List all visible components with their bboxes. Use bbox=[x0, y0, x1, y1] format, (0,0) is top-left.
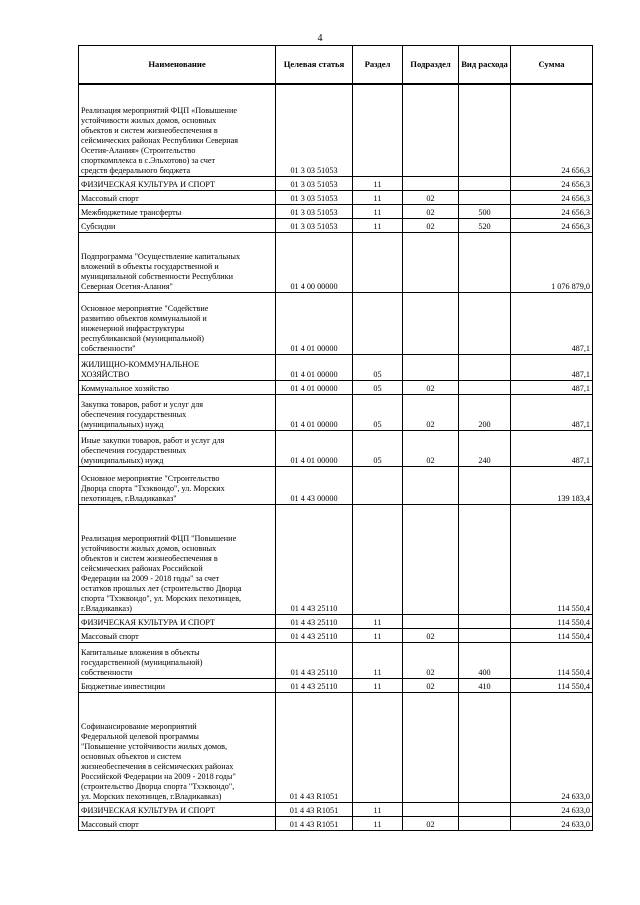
row-target-article: 01 3 03 51053 bbox=[276, 190, 353, 204]
table-row bbox=[79, 430, 593, 466]
row-name: Коммунальное хозяйство bbox=[79, 380, 276, 394]
budget-table bbox=[78, 45, 593, 831]
row-target-article: 01 4 01 00000 bbox=[276, 354, 353, 380]
row-section bbox=[353, 232, 403, 292]
row-subsection: 02 bbox=[403, 394, 459, 430]
row-section: 11 bbox=[353, 642, 403, 678]
row-expense-kind bbox=[459, 232, 511, 292]
row-amount: 24 656,3 bbox=[511, 204, 593, 218]
row-subsection bbox=[403, 292, 459, 354]
page-number: 4 bbox=[317, 33, 323, 44]
table-row bbox=[79, 802, 593, 816]
row-name: Бюджетные инвестиции bbox=[79, 678, 276, 692]
row-name: Субсидии bbox=[79, 218, 276, 232]
row-section bbox=[353, 692, 403, 802]
row-amount: 24 656,3 bbox=[511, 176, 593, 190]
row-subsection bbox=[403, 232, 459, 292]
row-amount: 1 076 879,0 bbox=[511, 232, 593, 292]
row-amount: 24 656,3 bbox=[511, 218, 593, 232]
row-name: ФИЗИЧЕСКАЯ КУЛЬТУРА И СПОРТ bbox=[79, 176, 276, 190]
row-name: Подпрограмма "Осуществление капитальных вложений в объекты государственной и муниципальной собственности Республики Северная Осетия-Алания" bbox=[79, 232, 276, 292]
row-subsection: 02 bbox=[403, 380, 459, 394]
row-amount: 114 550,4 bbox=[511, 628, 593, 642]
row-name: Основное мероприятие "Содействие развитию объектов коммунальной и инженерной инфраструктуры республиканской (муниципальной) собственности" bbox=[79, 292, 276, 354]
row-amount: 114 550,4 bbox=[511, 678, 593, 692]
row-expense-kind bbox=[459, 292, 511, 354]
table-row bbox=[79, 292, 593, 354]
row-expense-kind: 500 bbox=[459, 204, 511, 218]
row-target-article: 01 4 43 25110 bbox=[276, 678, 353, 692]
table-header bbox=[79, 46, 593, 85]
row-expense-kind bbox=[459, 176, 511, 190]
row-target-article: 01 4 00 00000 bbox=[276, 232, 353, 292]
table-row bbox=[79, 176, 593, 190]
row-subsection bbox=[403, 84, 459, 176]
row-section bbox=[353, 84, 403, 176]
row-section: 11 bbox=[353, 614, 403, 628]
row-expense-kind bbox=[459, 816, 511, 830]
row-expense-kind bbox=[459, 614, 511, 628]
row-target-article: 01 4 43 R1051 bbox=[276, 802, 353, 816]
row-expense-kind bbox=[459, 504, 511, 614]
table-row bbox=[79, 504, 593, 614]
table-row bbox=[79, 190, 593, 204]
header-section: Раздел bbox=[353, 46, 403, 85]
table-body bbox=[79, 84, 593, 830]
row-subsection: 02 bbox=[403, 678, 459, 692]
row-name: Массовый спорт bbox=[79, 190, 276, 204]
row-amount: 487,1 bbox=[511, 292, 593, 354]
row-expense-kind bbox=[459, 354, 511, 380]
row-target-article: 01 4 01 00000 bbox=[276, 394, 353, 430]
row-subsection: 02 bbox=[403, 204, 459, 218]
row-section: 11 bbox=[353, 816, 403, 830]
table-row bbox=[79, 628, 593, 642]
row-subsection bbox=[403, 176, 459, 190]
row-expense-kind: 240 bbox=[459, 430, 511, 466]
row-section: 11 bbox=[353, 204, 403, 218]
row-name: Реализация мероприятий ФЦП "Повышение устойчивости жилых домов, основных объектов и систем жизнеобеспечения в сейсмических районах Российской Федерации на 2009 - 2018 годы" за счет остатков прошлых лет (строительство Дворца спорта "Тхэквондо", ул. Морских пехотинцев, г.Владикавказ) bbox=[79, 504, 276, 614]
row-subsection: 02 bbox=[403, 816, 459, 830]
table-row bbox=[79, 394, 593, 430]
row-subsection: 02 bbox=[403, 642, 459, 678]
row-section: 11 bbox=[353, 218, 403, 232]
row-target-article: 01 3 03 51053 bbox=[276, 204, 353, 218]
row-section: 11 bbox=[353, 678, 403, 692]
row-expense-kind: 200 bbox=[459, 394, 511, 430]
header-amount: Сумма bbox=[511, 46, 593, 85]
table-row bbox=[79, 692, 593, 802]
row-target-article: 01 4 43 R1051 bbox=[276, 816, 353, 830]
row-amount: 487,1 bbox=[511, 354, 593, 380]
row-name: ЖИЛИЩНО-КОММУНАЛЬНОЕ ХОЗЯЙСТВО bbox=[79, 354, 276, 380]
row-subsection: 02 bbox=[403, 190, 459, 204]
row-subsection bbox=[403, 692, 459, 802]
row-section bbox=[353, 504, 403, 614]
row-expense-kind bbox=[459, 692, 511, 802]
row-subsection: 02 bbox=[403, 430, 459, 466]
row-expense-kind bbox=[459, 380, 511, 394]
row-section: 05 bbox=[353, 430, 403, 466]
row-target-article: 01 4 43 25110 bbox=[276, 642, 353, 678]
table-row bbox=[79, 84, 593, 176]
row-section: 05 bbox=[353, 394, 403, 430]
table-row bbox=[79, 466, 593, 504]
header-subsection: Подраздел bbox=[403, 46, 459, 85]
row-target-article: 01 4 01 00000 bbox=[276, 380, 353, 394]
row-target-article: 01 4 43 25110 bbox=[276, 628, 353, 642]
row-amount: 139 183,4 bbox=[511, 466, 593, 504]
table-row bbox=[79, 614, 593, 628]
table-row bbox=[79, 218, 593, 232]
row-amount: 24 656,3 bbox=[511, 190, 593, 204]
row-target-article: 01 4 01 00000 bbox=[276, 430, 353, 466]
table-row bbox=[79, 232, 593, 292]
header-name: Наименование bbox=[79, 46, 276, 85]
row-target-article: 01 3 03 51053 bbox=[276, 84, 353, 176]
row-amount: 487,1 bbox=[511, 380, 593, 394]
row-subsection bbox=[403, 802, 459, 816]
row-name: ФИЗИЧЕСКАЯ КУЛЬТУРА И СПОРТ bbox=[79, 614, 276, 628]
row-expense-kind: 400 bbox=[459, 642, 511, 678]
row-expense-kind: 520 bbox=[459, 218, 511, 232]
table-row bbox=[79, 678, 593, 692]
table-row bbox=[79, 642, 593, 678]
table-row bbox=[79, 816, 593, 830]
row-amount: 487,1 bbox=[511, 430, 593, 466]
row-target-article: 01 3 03 51053 bbox=[276, 218, 353, 232]
row-section: 05 bbox=[353, 380, 403, 394]
row-amount: 487,1 bbox=[511, 394, 593, 430]
row-target-article: 01 4 43 00000 bbox=[276, 466, 353, 504]
row-name: Межбюджетные трансферты bbox=[79, 204, 276, 218]
row-amount: 24 633,0 bbox=[511, 692, 593, 802]
row-expense-kind bbox=[459, 802, 511, 816]
row-name: Массовый спорт bbox=[79, 628, 276, 642]
row-subsection bbox=[403, 614, 459, 628]
row-name: Капитальные вложения в объекты государственной (муниципальной) собственности bbox=[79, 642, 276, 678]
row-expense-kind bbox=[459, 466, 511, 504]
row-name: Закупка товаров, работ и услуг для обеспечения государственных (муниципальных) нужд bbox=[79, 394, 276, 430]
row-amount: 114 550,4 bbox=[511, 614, 593, 628]
row-target-article: 01 4 43 25110 bbox=[276, 614, 353, 628]
row-amount: 114 550,4 bbox=[511, 504, 593, 614]
row-section: 05 bbox=[353, 354, 403, 380]
row-section: 11 bbox=[353, 176, 403, 190]
row-name: Основное мероприятие "Строительство Дворца спорта "Тхэквондо", ул. Морских пехотинцев, г.Владикавказ" bbox=[79, 466, 276, 504]
row-expense-kind bbox=[459, 84, 511, 176]
row-amount: 114 550,4 bbox=[511, 642, 593, 678]
row-name: Софинансирование мероприятий Федеральной целевой программы "Повышение устойчивости жилых домов, основных объектов и систем жизнеобеспечения в сейсмических районах Российской Федерации на 2009 - 2018 годы" (строительство Дворца спорта "Тхэквондо", ул. Морских пехотинцев, г.Владикавказ) bbox=[79, 692, 276, 802]
row-name: Реализация мероприятий ФЦП «Повышение устойчивости жилых домов, основных объектов и систем жизнеобеспечения в сейсмических районах Республики Северная Осетия-Алания» (Строительство спорткомплекса в с.Эльхотово) за счет средств федерального бюджета bbox=[79, 84, 276, 176]
row-section: 11 bbox=[353, 802, 403, 816]
table-row bbox=[79, 354, 593, 380]
row-section: 11 bbox=[353, 190, 403, 204]
row-expense-kind bbox=[459, 628, 511, 642]
row-name: Иные закупки товаров, работ и услуг для обеспечения государственных (муниципальных) нужд bbox=[79, 430, 276, 466]
row-amount: 24 633,0 bbox=[511, 816, 593, 830]
row-expense-kind bbox=[459, 190, 511, 204]
row-name: ФИЗИЧЕСКАЯ КУЛЬТУРА И СПОРТ bbox=[79, 802, 276, 816]
row-section bbox=[353, 466, 403, 504]
row-name: Массовый спорт bbox=[79, 816, 276, 830]
row-target-article: 01 4 43 25110 bbox=[276, 504, 353, 614]
row-subsection bbox=[403, 354, 459, 380]
row-amount: 24 633,0 bbox=[511, 802, 593, 816]
row-expense-kind: 410 bbox=[459, 678, 511, 692]
row-section: 11 bbox=[353, 628, 403, 642]
table-row bbox=[79, 204, 593, 218]
row-amount: 24 656,3 bbox=[511, 84, 593, 176]
header-expense-kind: Вид расхода bbox=[459, 46, 511, 85]
row-target-article: 01 4 43 R1051 bbox=[276, 692, 353, 802]
row-target-article: 01 4 01 00000 bbox=[276, 292, 353, 354]
table-row bbox=[79, 380, 593, 394]
header-target-article: Целевая статья bbox=[276, 46, 353, 85]
row-subsection: 02 bbox=[403, 218, 459, 232]
row-subsection bbox=[403, 466, 459, 504]
row-section bbox=[353, 292, 403, 354]
row-target-article: 01 3 03 51053 bbox=[276, 176, 353, 190]
row-subsection: 02 bbox=[403, 628, 459, 642]
row-subsection bbox=[403, 504, 459, 614]
